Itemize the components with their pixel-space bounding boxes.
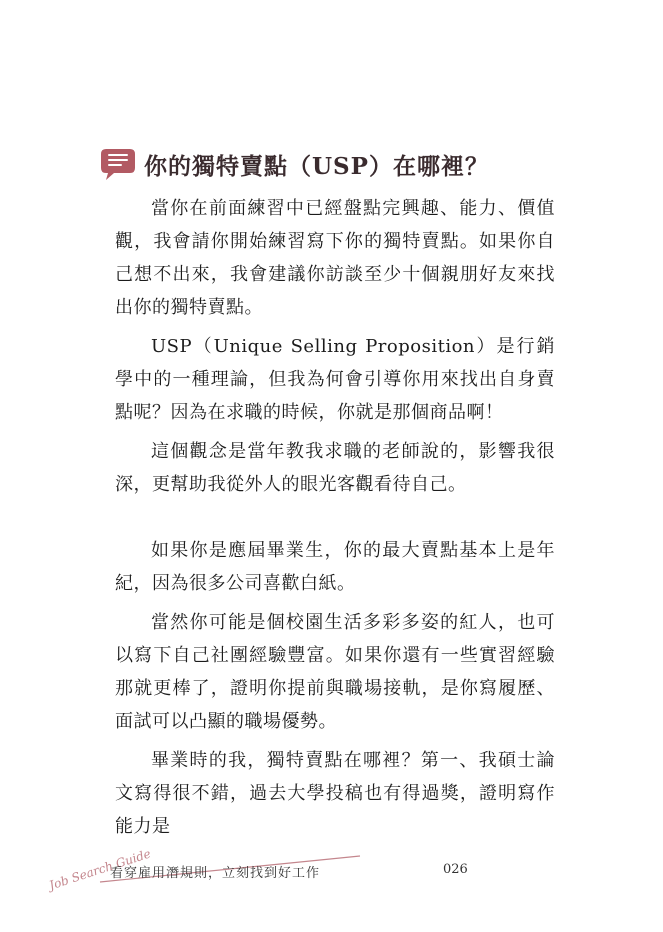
page-title: 你的獨特賣點（USP）在哪裡？ — [144, 152, 489, 180]
paragraph: USP（Unique Selling Proposition）是行銷學中的一種理論，但我為何會引導你用來找出自身賣點呢？因為在求職的時候，你就是那個商品啊！ — [115, 336, 555, 423]
body-text — [115, 192, 555, 849]
footer-script-text: Job Search Guide — [47, 846, 153, 893]
page-footer — [0, 836, 663, 906]
paragraph: 這個觀念是當年教我求職的老師說的，影響我很深，更幫助我從外人的眼光客觀看待自己。 — [115, 441, 555, 495]
speech-bubble-icon — [100, 146, 138, 182]
paragraph: 畢業時的我，獨特賣點在哪裡？第一、我碩士論文寫得很不錯，過去大學投稿也有得過獎，證明寫作能力是 — [115, 750, 555, 837]
paragraph: 如果你是應屆畢業生，你的最大賣點基本上是年紀，因為很多公司喜歡白紙。 — [115, 540, 555, 594]
paragraph: 當你在前面練習中已經盤點完興趣、能力、價值觀，我會請你開始練習寫下你的獨特賣點。如果你自己想不出來，我會建議你訪談至少十個親朋好友來找出你的獨特賣點。 — [115, 198, 555, 318]
paragraph: 當然你可能是個校園生活多彩多姿的紅人，也可以寫下自己社團經驗豐富。如果你還有一些實習經驗那就更棒了，證明你提前與職場接軌，是你寫履歷、面試可以凸顯的職場優勢。 — [115, 612, 555, 732]
page-number: 026 — [443, 862, 468, 877]
section-heading — [100, 146, 489, 182]
footer-book-title: 看穿雇用潛規則，立刻找到好工作 — [110, 866, 321, 881]
